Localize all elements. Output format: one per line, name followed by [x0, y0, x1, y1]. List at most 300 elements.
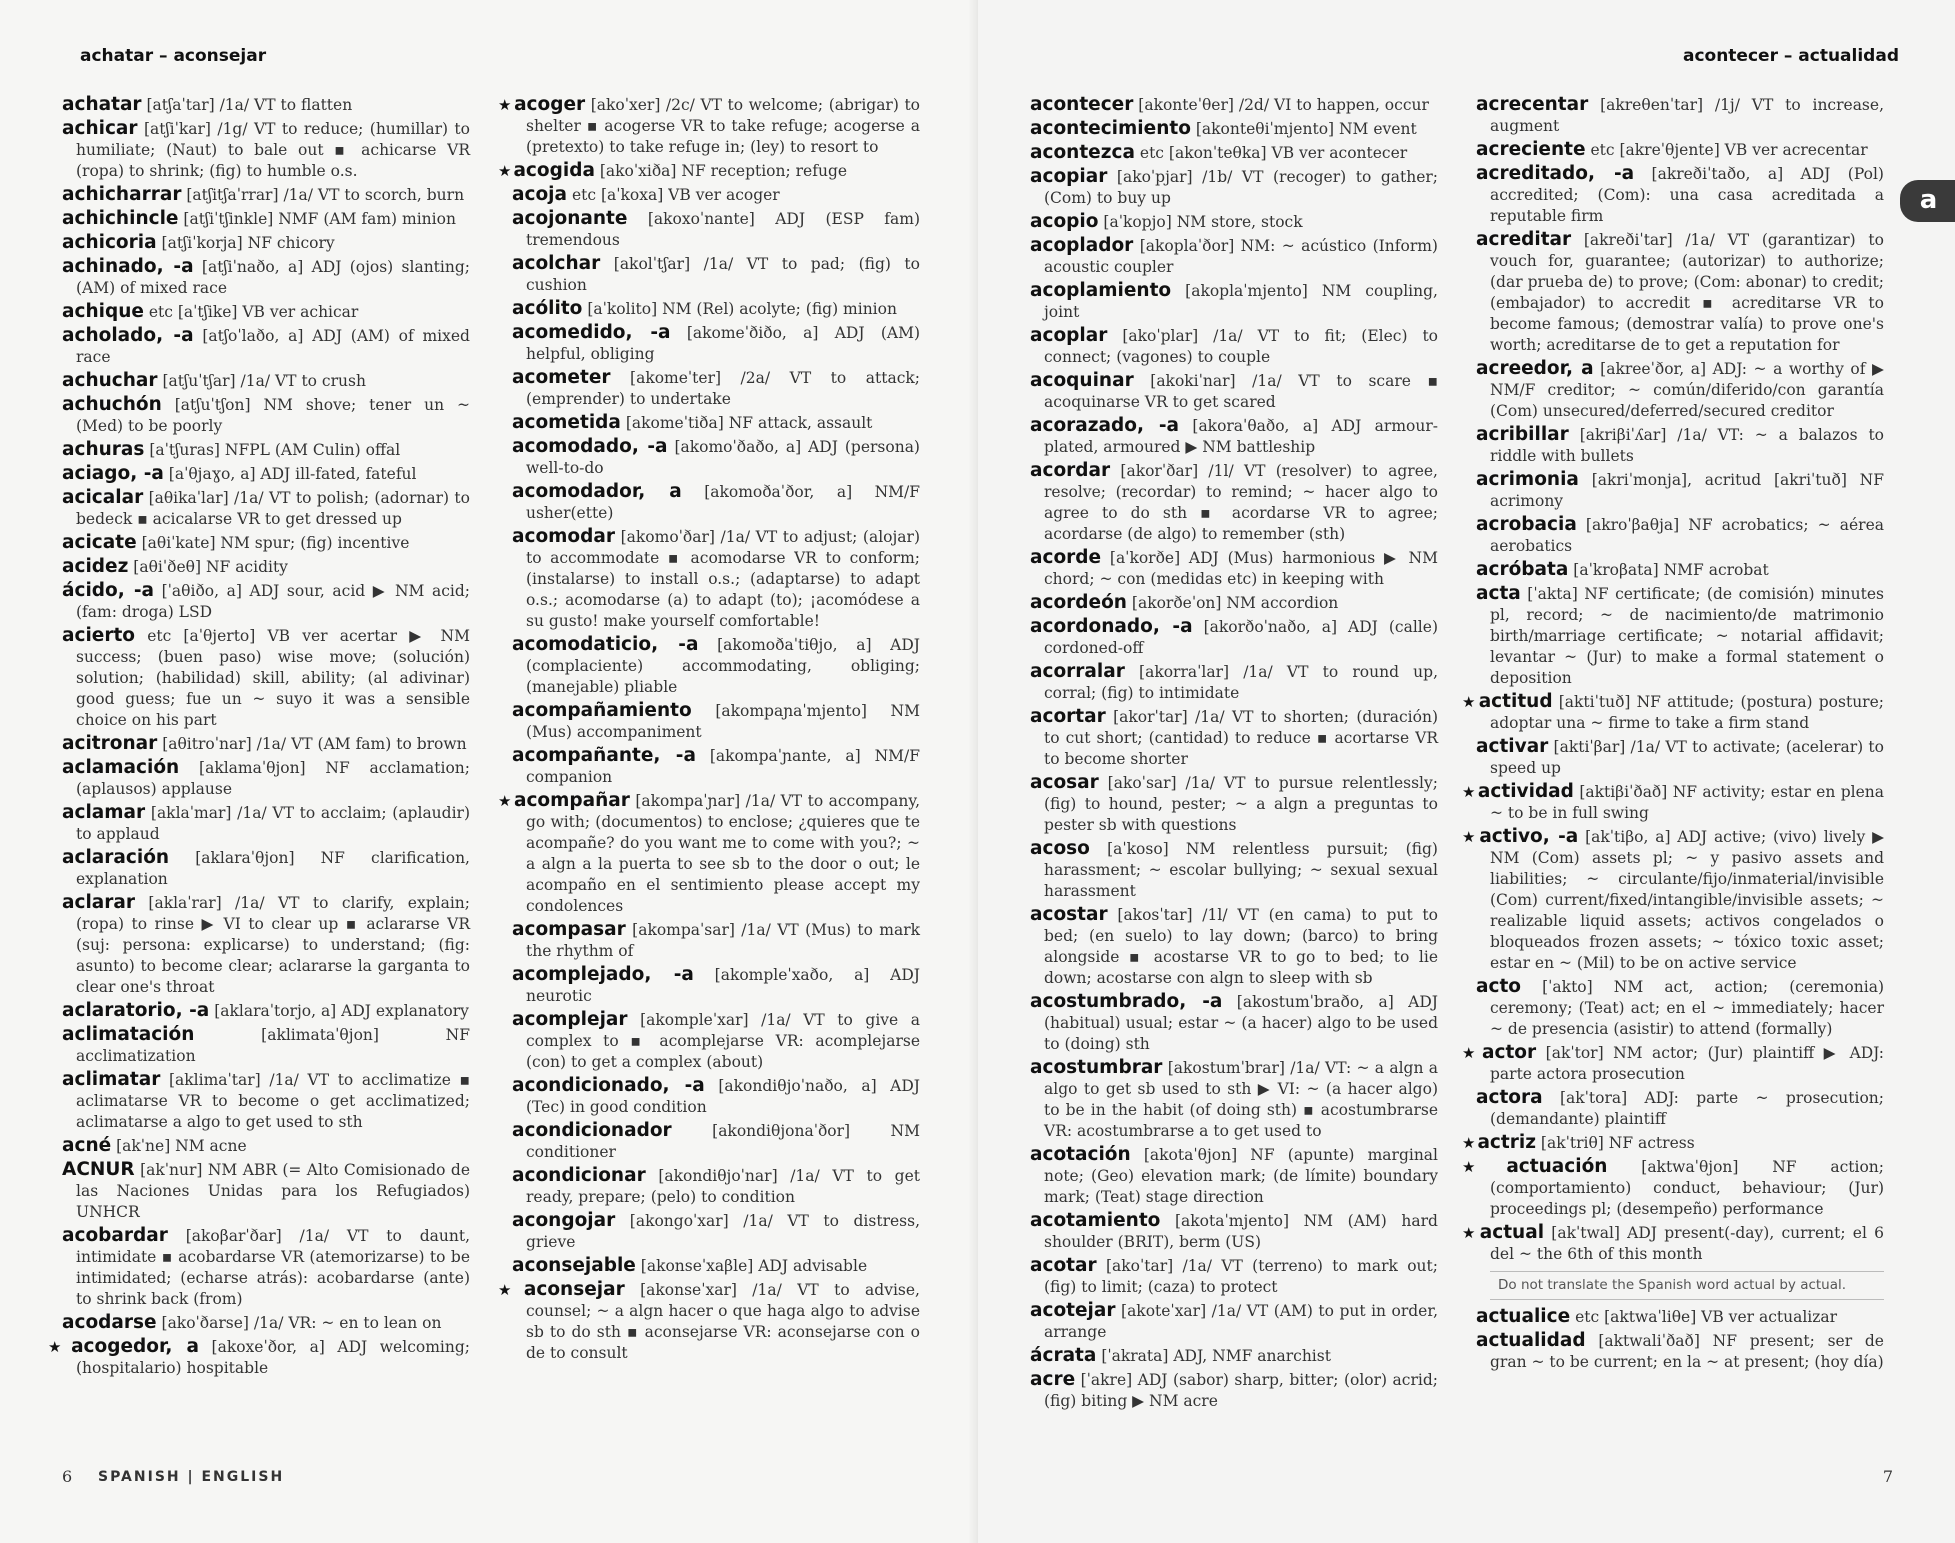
dictionary-entry	[1030, 706, 1438, 770]
headword: acondicionar	[512, 1165, 646, 1186]
definition: [aˈkopjo] NM store, stock	[1103, 213, 1303, 231]
dictionary-entry	[48, 1336, 470, 1379]
definition: [atʃaˈtar] /1a/ VT to flatten	[146, 96, 353, 114]
language-label: SPANISH | ENGLISH	[98, 1469, 285, 1485]
dictionary-entry	[62, 487, 470, 530]
usage-note: Do not translate the Spanish word actual by actual.	[1490, 1271, 1884, 1300]
definition: [akomeˈðiðo, a] ADJ (AM) helpful, obliging	[526, 324, 920, 363]
headword: acortar	[1030, 706, 1106, 727]
headword: acoja	[512, 184, 567, 205]
headword: acholado, -a	[62, 325, 194, 346]
definition: [akorraˈlar] /1a/ VT to round up, corral; (fig) to intimidate	[1044, 663, 1438, 702]
definition: [aklimaˈtar] /1a/ VT to acclimatize ▪ aclimatarse VR to become o get acclimatized; aclimatarse a algo to get used to sth	[76, 1071, 470, 1131]
dictionary-entry	[1030, 415, 1438, 458]
definition: [aθiˈðeθ] NF acidity	[133, 558, 288, 576]
headword: acreedor, a	[1476, 358, 1594, 379]
definition: [akreθenˈtar] /1j/ VT to increase, augment	[1490, 96, 1884, 135]
definition: [atʃuˈtʃar] /1a/ VT to crush	[162, 372, 366, 390]
dictionary-entry	[512, 298, 920, 320]
definition: [akˈtriθ] NF actress	[1540, 1134, 1695, 1152]
dictionary-entry	[512, 919, 920, 962]
definition: [akompaɲaˈmjento] NM (Mus) accompaniment	[526, 702, 920, 741]
headword: aconsejar	[523, 1279, 625, 1300]
dictionary-entry	[62, 463, 470, 485]
definition: [akoteˈxar] /1a/ VT (AM) to put in order, arrange	[1044, 1302, 1438, 1341]
left-page-number: 6	[62, 1467, 73, 1486]
dictionary-entry	[1030, 547, 1438, 590]
headword: achinado, -a	[62, 256, 194, 277]
headword: acrobacia	[1476, 514, 1577, 535]
headword: ACNUR	[62, 1159, 135, 1180]
headword: aclimatación	[62, 1024, 195, 1045]
dictionary-entry	[1030, 370, 1438, 413]
headword: achicharrar	[62, 184, 182, 205]
column-4	[1462, 94, 1884, 1375]
definition: [aklamaˈθjon] NF acclamation; (aplausos) applause	[76, 759, 470, 798]
definition: [ˈaθiðo, a] ADJ sour, acid ▶ NM acid; (fam: droga) LSD	[76, 582, 470, 621]
column-3	[1030, 94, 1438, 1414]
headword: acrecentar	[1476, 94, 1589, 115]
headword: acosar	[1030, 772, 1099, 793]
definition: etc [aˈtʃike] VB ver achicar	[148, 303, 359, 321]
headword: acta	[1476, 583, 1521, 604]
headword: acitronar	[62, 733, 158, 754]
definition: [aˈtʃuras] NFPL (AM Culin) offal	[149, 441, 401, 459]
headword: acorazado, -a	[1030, 415, 1180, 436]
headword: actitud	[1478, 691, 1553, 712]
headword: acorralar	[1030, 661, 1125, 682]
headword: acreciente	[1476, 139, 1586, 160]
dictionary-entry	[62, 757, 470, 800]
headword: acompasar	[512, 919, 626, 940]
headword: actor	[1482, 1042, 1537, 1063]
headword: acotación	[1030, 1144, 1131, 1165]
headword: acostar	[1030, 904, 1108, 925]
dictionary-entry	[1030, 118, 1438, 140]
definition: [aθikaˈlar] /1a/ VT to polish; (adornar) to bedeck ▪ acicalarse VR to get dressed up	[76, 489, 470, 528]
headword: acotejar	[1030, 1300, 1116, 1321]
headword: acreditado, -a	[1476, 163, 1635, 184]
headword: aconsejable	[512, 1255, 636, 1276]
definition: [akoˈðarse] /1a/ VR: ~ en to lean on	[161, 1314, 442, 1332]
dictionary-entry	[1476, 1330, 1884, 1373]
definition: [atʃiˈnaðo, a] ADJ (ojos) slanting; (AM) of mixed race	[76, 258, 470, 297]
headword: acrimonia	[1476, 469, 1579, 490]
definition: [akompaˈsar] /1a/ VT (Mus) to mark the rhythm of	[526, 921, 920, 960]
dictionary-entry	[1030, 991, 1438, 1055]
headword: acogedor, a	[71, 1336, 199, 1357]
dictionary-entry	[1030, 904, 1438, 989]
headword: actualidad	[1476, 1330, 1586, 1351]
star-icon: ★	[1462, 828, 1478, 846]
definition: [akriβiˈʎar] /1a/ VT: ~ a balazos to riddle with bullets	[1490, 426, 1884, 465]
definition: [akˈtora] ADJ: parte ~ prosecution; (demandante) plaintiff	[1490, 1089, 1884, 1128]
dictionary-entry	[62, 556, 470, 578]
headword: acogida	[513, 160, 595, 181]
star-icon: ★	[498, 96, 513, 114]
definition: [akorðoˈnaðo, a] ADJ (calle) cordoned-off	[1044, 618, 1438, 657]
definition: [akolˈtʃar] /1a/ VT to pad; (fig) to cushion	[526, 255, 920, 294]
column-2	[498, 94, 921, 1366]
headword: acribillar	[1476, 424, 1569, 445]
headword: ácido, -a	[62, 580, 155, 601]
definition: [aklaraˈθjon] NF clarification, explanation	[76, 849, 470, 888]
dictionary-entry	[1030, 772, 1438, 836]
headword: acomedido, -a	[512, 322, 671, 343]
dictionary-entry	[1030, 1144, 1438, 1208]
dictionary-entry	[512, 184, 920, 206]
star-icon: ★	[1462, 1224, 1478, 1242]
definition: [ˈakto] NM act, action; (ceremonia) ceremony; (Teat) act; en el ~ immediately; hacer ~ de presencia (asistir) to attend (formally)	[1490, 978, 1884, 1038]
headword: acojonante	[512, 208, 628, 229]
right-page-number: 7	[1882, 1467, 1893, 1486]
definition: [akonseˈxar] /1a/ VT to advise, counsel; ~ a algn hacer o que haga algo to advise sb to do sth ▪ aconsejarse VR: aconsejarse con o de to consult	[526, 1281, 920, 1362]
definition: [akongoˈxar] /1a/ VT to distress, grieve	[526, 1212, 920, 1251]
dictionary-entry	[512, 412, 920, 434]
dictionary-entry	[1462, 826, 1884, 974]
dictionary-entry	[1462, 1132, 1884, 1154]
definition: [akoˈplar] /1a/ VT to fit; (Elec) to connect; (vagones) to couple	[1044, 327, 1439, 366]
definition: [aˈkolito] NM (Rel) acolyte; (fig) minion	[587, 300, 897, 318]
headword: acordar	[1030, 460, 1111, 481]
headword: acometida	[512, 412, 621, 433]
headword: acoquinar	[1030, 370, 1134, 391]
headword: acolchar	[512, 253, 601, 274]
dictionary-entry	[512, 208, 920, 251]
dictionary-entry	[1476, 469, 1884, 512]
dictionary-entry	[1476, 163, 1884, 227]
definition: [akoxoˈnante] ADJ (ESP fam) tremendous	[526, 210, 920, 249]
dictionary-entry	[62, 256, 470, 299]
definition: [atʃuˈtʃon] NM shove; tener un ~ (Med) to be poorly	[76, 396, 470, 435]
headword: acomodado, -a	[512, 436, 668, 457]
headword: acompañante, -a	[512, 745, 696, 766]
headword: acoplador	[1030, 235, 1134, 256]
dictionary-entry	[498, 790, 920, 917]
dictionary-entry	[1476, 1087, 1884, 1130]
dictionary-entry	[1462, 1156, 1884, 1220]
definition: [akosˈtar] /1l/ VT (en cama) to put to bed; (en suelo) to lay down; (barco) to bring alongside ▪ acostarse VR to go to bed; to lie down; acostarse con algn to sleep with sb	[1044, 906, 1438, 987]
dictionary-entry	[1030, 1057, 1438, 1142]
dictionary-entry	[62, 625, 470, 731]
dictionary-entry	[1462, 691, 1884, 734]
definition: [akotaˈmjento] NM (AM) hard shoulder (BRIT), berm (US)	[1044, 1212, 1438, 1251]
dictionary-entry	[1030, 616, 1438, 659]
definition: [akondiθjoˈnar] /1a/ VT to get ready, prepare; (pelo) to condition	[526, 1167, 920, 1206]
headword: acoso	[1030, 838, 1090, 859]
definition: [aktiβiˈðað] NF activity; estar en plena ~ to be in full swing	[1490, 783, 1884, 822]
definition: [akonseˈxaβle] ADJ advisable	[640, 1257, 868, 1275]
dictionary-entry	[498, 1279, 920, 1364]
dictionary-entry	[1030, 838, 1438, 902]
dictionary-entry	[62, 1135, 470, 1157]
dictionary-entry	[512, 1255, 920, 1277]
headword: aclaratorio, -a	[62, 1000, 210, 1021]
headword: aclamar	[62, 802, 146, 823]
headword: acicalar	[62, 487, 144, 508]
headword: acontecimiento	[1030, 118, 1191, 139]
definition: [akreðiˈtaðo, a] ADJ (Pol) accredited; (Com): una casa acreditada a reputable firm	[1490, 165, 1884, 225]
headword: acierto	[62, 625, 136, 646]
headword: activo, -a	[1479, 826, 1579, 847]
definition: [akomoðaˈðor, a] NM/F usher(ette)	[526, 483, 920, 522]
definition: [akˈne] NM acne	[116, 1137, 247, 1155]
headword: aciago, -a	[62, 463, 164, 484]
dictionary-entry	[1030, 592, 1438, 614]
dictionary-entry	[498, 94, 921, 158]
definition: [akomoðaˈtiθjo, a] ADJ (complaciente) accommodating, obliging; (manejable) pliable	[526, 636, 920, 696]
definition: [akompleˈxar] /1a/ VT to give a complex to ▪ acomplejarse VR: acomplejarse (con) to get a complex (about)	[526, 1011, 920, 1071]
headword: acorde	[1030, 547, 1102, 568]
definition: [aθitroˈnar] /1a/ VT (AM fam) to brown	[162, 735, 467, 753]
dictionary-entry	[62, 439, 470, 461]
headword: acostumbrado, -a	[1030, 991, 1223, 1012]
headword: achique	[62, 301, 144, 322]
definition: [akoˈxiða] NF reception; refuge	[599, 162, 848, 180]
headword: acongojar	[512, 1210, 616, 1231]
headword: acomplejar	[512, 1009, 628, 1030]
definition: [ˈakre] ADJ (sabor) sharp, bitter; (olor) acrid; (fig) biting ▶ NM acre	[1044, 1371, 1438, 1410]
definition: [akoplaˈðor] NM: ~ acústico (Inform) acoustic coupler	[1044, 237, 1438, 276]
headword: actual	[1479, 1222, 1545, 1243]
definition: [akroˈβaθja] NF acrobatics; ~ aérea aerobatics	[1490, 516, 1884, 555]
headword: acidez	[62, 556, 129, 577]
definition: [akompleˈxaðo, a] ADJ neurotic	[526, 966, 920, 1005]
definition: [akonteθiˈmjento] NM event	[1195, 120, 1417, 138]
headword: achuras	[62, 439, 145, 460]
dictionary-entry	[1030, 1345, 1438, 1367]
headword: actuación	[1506, 1156, 1608, 1177]
dictionary-entry	[512, 481, 920, 524]
headword: aclamación	[62, 757, 180, 778]
headword: achuchar	[62, 370, 158, 391]
definition: [akotaˈθjon] NF (apunte) marginal note; (Geo) elevation mark; (de límite) boundary mark; (Teat) stage direction	[1044, 1146, 1438, 1206]
headword: acomodador, a	[512, 481, 682, 502]
definition: [atʃiˈkar] /1g/ VT to reduce; (humillar) to humiliate; (Naut) to bale out ▪ achicarse VR (ropa) to shrink; (fig) to humble o.s.	[76, 120, 470, 180]
definition: [akostumˈbraðo, a] ADJ (habitual) usual; estar ~ (a hacer) algo to be used to (doing) sth	[1044, 993, 1438, 1053]
dictionary-entry	[512, 1210, 920, 1253]
headword: achatar	[62, 94, 142, 115]
dictionary-entry	[62, 1069, 470, 1133]
dictionary-entry	[512, 367, 920, 410]
headword: ácrata	[1030, 1345, 1097, 1366]
dictionary-entry	[1476, 583, 1884, 689]
dictionary-entry	[62, 580, 470, 623]
dictionary-entry	[512, 745, 920, 788]
headword: actualice	[1476, 1306, 1571, 1327]
dictionary-entry	[512, 436, 920, 479]
dictionary-entry	[1030, 661, 1438, 704]
definition: [atʃitʃaˈrrar] /1a/ VT to scorch, burn	[186, 186, 465, 204]
definition: [akˈtor] NM actor; (Jur) plaintiff ▶ ADJ: parte actora prosecution	[1490, 1044, 1884, 1083]
headword: acné	[62, 1135, 112, 1156]
dictionary-entry	[1476, 358, 1884, 422]
definition: [aˈθjaɣo, a] ADJ ill-fated, fateful	[168, 465, 417, 483]
definition: [atʃiˈtʃinkle] NMF (AM fam) minion	[183, 210, 456, 228]
definition: [akompaˈɲar] /1a/ VT to accompany, go with; (documentos) to enclose; ¿quieres que te acompañe? do you want me to come with you?; ~ a algn a la puerta to see sb to the door o out; le acompaño en el sentimiento please accept my condolences	[526, 792, 920, 915]
headword: achuchón	[62, 394, 162, 415]
dictionary-entry	[512, 1075, 920, 1118]
definition: etc [aˈθjerto] VB ver acertar ▶ NM success; (buen paso) wise move; (solución) solution; (habilidad) skill, ability; (al adivinar) good guess; fue un ~ suyo it was a sensible choice on his part	[76, 627, 470, 729]
definition: [akˈnur] NM ABR (= Alto Comisionado de las Naciones Unidas para los Refugiados) UNHCR	[76, 1161, 470, 1221]
headword: acotar	[1030, 1255, 1097, 1276]
star-icon: ★	[1462, 783, 1476, 801]
dictionary-entry	[512, 526, 920, 632]
definition: [akreðiˈtar] /1a/ VT (garantizar) to vouch for, guarantee; (autorizar) to authorize; (dar prueba de) to prove; (Com: abonar) to credit; (embajador) to accredit ▪ acreditarse VR to become famous; (demostrar valía) to prove one's worth; acreditarse de to get a reputation for	[1490, 231, 1884, 354]
definition: [akoˈxer] /2c/ VT to welcome; (abrigar) to shelter ▪ acogerse VR to take refuge; acogerse a (pretexto) to take refuge in; (ley) to resort to	[526, 96, 921, 156]
dictionary-entry	[1476, 514, 1884, 557]
headword: acondicionado, -a	[512, 1075, 705, 1096]
headword: acto	[1476, 976, 1522, 997]
dictionary-entry	[1476, 976, 1884, 1040]
definition: [akondiθjonaˈðor] NM conditioner	[526, 1122, 920, 1161]
dictionary-entry	[62, 1225, 470, 1310]
dictionary-entry	[1030, 1255, 1438, 1298]
headword: acopiar	[1030, 166, 1108, 187]
headword: acontezca	[1030, 142, 1135, 163]
dictionary-entry	[62, 892, 470, 998]
definition: [aˈkroβata] NMF acrobat	[1573, 561, 1769, 579]
dictionary-entry	[62, 370, 470, 392]
dictionary-entry	[62, 802, 470, 845]
dictionary-entry	[1462, 1042, 1884, 1085]
star-icon: ★	[498, 162, 512, 180]
dictionary-entry	[1030, 1300, 1438, 1343]
headword: acomodaticio, -a	[512, 634, 699, 655]
dictionary-entry	[1476, 139, 1884, 161]
dictionary-entry	[1476, 1306, 1884, 1328]
definition: [aktwaliˈðað] NF present; ser de gran ~ to be current; en la ~ at present; (hoy día)	[1490, 1332, 1884, 1371]
definition: [akˈtwal] ADJ present(-day), current; el 6 del ~ the 6th of this month	[1490, 1224, 1884, 1263]
right-page	[978, 0, 1955, 1543]
dictionary-entry	[62, 394, 470, 437]
headword: acordeón	[1030, 592, 1127, 613]
definition: [aˈkorðe] ADJ (Mus) harmonious ▶ NM chord; ~ con (medidas etc) in keeping with	[1044, 549, 1438, 588]
letter-thumb-tab[interactable]: a	[1900, 180, 1955, 222]
definition: etc [aktwaˈliθe] VB ver actualizar	[1575, 1308, 1838, 1326]
dictionary-entry	[62, 1312, 470, 1334]
definition: etc [akreˈθjente] VB ver acrecentar	[1590, 141, 1868, 159]
right-running-head: acontecer – actualidad	[1682, 46, 1899, 66]
dictionary-entry	[1030, 1369, 1438, 1412]
headword: activar	[1476, 736, 1549, 757]
dictionary-entry	[512, 964, 920, 1007]
headword: achicar	[62, 118, 138, 139]
star-icon: ★	[1462, 1044, 1481, 1062]
headword: achicoria	[62, 232, 157, 253]
definition: [aktiˈβar] /1a/ VT to activate; (acelerar) to speed up	[1490, 738, 1884, 777]
definition: [atʃiˈkorja] NF chicory	[161, 234, 335, 252]
dictionary-entry	[512, 1165, 920, 1208]
definition: [akoβarˈðar] /1a/ VT to daunt, intimidate ▪ acobardarse VR (atemorizarse) to be intimidated; (echarse atrás): acobardarse (ante) to shrink back (from)	[76, 1227, 470, 1308]
definition: [ˈakrata] ADJ, NMF anarchist	[1101, 1347, 1331, 1365]
dictionary-entry	[62, 184, 470, 206]
definition: [akomeˈtiða] NF attack, assault	[625, 414, 873, 432]
dictionary-entry	[62, 232, 470, 254]
dictionary-entry	[62, 94, 470, 116]
headword: achichincle	[62, 208, 179, 229]
definition: [akˈtiβo, a] ADJ active; (vivo) lively ▶ NM (Com) assets pl; ~ y pasivo assets and liabilities; ~ circulante/fijo/inmaterial/invisible (Com) current/fixed/intangible/invisible assets; ~ realizable liquid assets; activos congelados o bloqueados frozen assets; ~ tóxico toxic asset; estar en ~ (Mil) to be on active service	[1490, 828, 1884, 972]
headword: aclaración	[62, 847, 170, 868]
column-1	[48, 94, 470, 1381]
dictionary-entry	[1030, 280, 1438, 323]
dictionary-entry	[1476, 229, 1884, 356]
left-running-head: achatar – aconsejar	[80, 46, 267, 66]
definition: [akostumˈbrar] /1a/ VT: ~ a algn a algo to get sb used to sth ▶ VI: ~ (a hacer algo) to be in the habit (of doing sth) ▪ acostumbrarse VR: acostumbrarse a to get used to	[1044, 1059, 1438, 1140]
dictionary-entry	[62, 118, 470, 182]
definition: etc [akonˈteθka] VB ver acontecer	[1139, 144, 1408, 162]
headword: acontecer	[1030, 94, 1134, 115]
headword: acotamiento	[1030, 1210, 1161, 1231]
definition: [akoraˈθaðo, a] ADJ armour-plated, armoured ▶ NM battleship	[1044, 417, 1438, 456]
definition: [aklimataˈθjon] NF acclimatization	[76, 1026, 470, 1065]
headword: acometer	[512, 367, 611, 388]
headword: acreditar	[1476, 229, 1572, 250]
definition: [akomeˈter] /2a/ VT to attack; (emprender) to undertake	[526, 369, 920, 408]
star-icon: ★	[498, 792, 512, 810]
definition: [akondiθjoˈnaðo, a] ADJ (Tec) in good condition	[526, 1077, 920, 1116]
headword: acicate	[62, 532, 137, 553]
dictionary-entry	[512, 700, 920, 743]
dictionary-entry	[1030, 211, 1438, 233]
definition: [akompaˈɲante, a] NM/F companion	[526, 747, 920, 786]
definition: [akomoˈðaðo, a] ADJ (persona) well-to-do	[526, 438, 920, 477]
headword: acobardar	[62, 1225, 168, 1246]
dictionary-entry	[1476, 94, 1884, 137]
headword: acólito	[512, 298, 583, 319]
dictionary-entry	[1030, 460, 1438, 545]
dictionary-entry	[1030, 166, 1438, 209]
definition: [akoˈtar] /1a/ VT (terreno) to mark out; (fig) to limit; (caza) to protect	[1044, 1257, 1438, 1296]
dictionary-entry	[1462, 1222, 1884, 1265]
definition: [akriˈmonja], acritud [akriˈtuð] NF acrimony	[1490, 471, 1884, 510]
definition: [atʃoˈlaðo, a] ADJ (AM) of mixed race	[76, 327, 470, 366]
dictionary-entry	[512, 634, 920, 698]
dictionary-entry	[512, 253, 920, 296]
definition: [akomoˈðar] /1a/ VT to adjust; (alojar) to accommodate ▪ acomodarse VR to conform; (instalarse) to install o.s.; (adaptarse) to adapt o.s.; acomodarse (a) to adapt (to); ¡acomódese a su gusto! make yourself comfortable!	[526, 528, 920, 630]
dictionary-entry	[62, 1024, 470, 1067]
headword: acostumbrar	[1030, 1057, 1163, 1078]
headword: acopio	[1030, 211, 1099, 232]
definition: [aklaˈrar] /1a/ VT to clarify, explain; (ropa) to rinse ▶ VI to clear up ▪ aclararse VR (suj: persona: explicarse) to understand; (fig: asunto) to become clear; aclararse la garganta to clear one's throat	[76, 894, 470, 996]
star-icon: ★	[1462, 693, 1477, 711]
headword: acomodar	[512, 526, 615, 547]
headword: acordonado, -a	[1030, 616, 1193, 637]
dictionary-entry	[1476, 559, 1884, 581]
dictionary-entry	[1462, 781, 1884, 824]
dictionary-entry	[62, 733, 470, 755]
dictionary-entry	[62, 1159, 470, 1223]
definition: [aklaraˈtorjo, a] ADJ explanatory	[214, 1002, 469, 1020]
dictionary-entry	[1030, 94, 1438, 116]
headword: acoger	[514, 94, 586, 115]
star-icon: ★	[1462, 1134, 1476, 1152]
headword: acre	[1030, 1369, 1076, 1390]
dictionary-entry	[1030, 235, 1438, 278]
headword: acoplamiento	[1030, 280, 1172, 301]
dictionary-entry	[498, 160, 920, 182]
headword: aclarar	[62, 892, 136, 913]
dictionary-entry	[62, 325, 470, 368]
headword: actora	[1476, 1087, 1543, 1108]
headword: acompañamiento	[512, 700, 692, 721]
definition: [ˈakta] NF certificate; (de comisión) minutes pl, record; ~ de nacimiento/de matrimonio birth/marriage certificate; ~ notarial affidavit; levantar ~ (Jur) to make a formal statement o deposition	[1490, 585, 1884, 687]
headword: actividad	[1477, 781, 1574, 802]
definition: [akreeˈðor, a] ADJ: ~ a worthy of ▶ NM/F creditor; ~ común/diferido/con garantía (Com) unsecured/deferred/secured creditor	[1490, 360, 1884, 420]
definition: [akoˈpjar] /1b/ VT (recoger) to gather; (Com) to buy up	[1044, 168, 1438, 207]
definition: [akoxeˈðor, a] ADJ welcoming; (hospitalario) hospitable	[76, 1338, 470, 1377]
dictionary-entry	[512, 322, 920, 365]
